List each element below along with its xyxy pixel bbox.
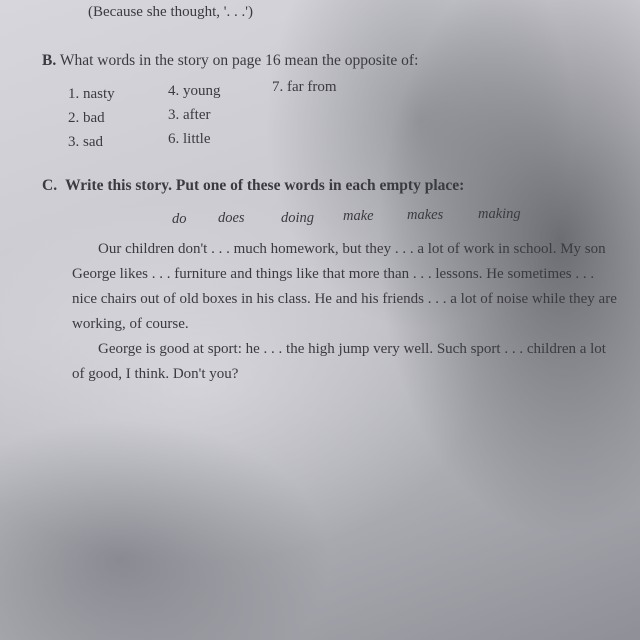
opposite-item: 1. nasty <box>68 86 115 102</box>
opposite-item: 2. bad <box>68 110 105 126</box>
opposite-item: 7. far from <box>272 79 337 95</box>
story-paragraph: Our children don't . . . much homework, but they . . . a lot of work in school. My son George likes . . . furniture and things like that more than . . . lessons. He sometimes . . . nice chairs out of old boxes in his class. He and his friends . . . a lot of noise while they are working, of course. <box>72 241 617 332</box>
section-b-letter: B. <box>42 52 57 69</box>
word-option: making <box>478 206 521 222</box>
story-text <box>72 237 620 387</box>
opposite-item: 4. young <box>168 83 221 99</box>
previous-exercise-line: (Because she thought, '. . .') <box>88 4 253 20</box>
word-option: do <box>172 211 187 227</box>
opposite-item: 3. sad <box>68 134 103 150</box>
section-c-heading <box>42 177 464 195</box>
word-option: make <box>343 208 374 224</box>
section-c-prompt: Write this story. Put one of these words in each empty place: <box>65 177 465 194</box>
section-c-letter: C. <box>42 177 58 194</box>
section-b-heading <box>42 52 418 70</box>
story-paragraph: George is good at sport: he . . . the high jump very well. Such sport . . . children a lot of good, I think. Don't you? <box>72 341 606 382</box>
word-option: doing <box>281 210 315 226</box>
word-option: makes <box>407 207 444 223</box>
opposite-item: 3. after <box>168 107 211 123</box>
word-option: does <box>218 210 245 226</box>
section-b-prompt: What words in the story on page 16 mean the opposite of: <box>59 52 419 69</box>
opposite-item: 6. little <box>168 131 211 147</box>
